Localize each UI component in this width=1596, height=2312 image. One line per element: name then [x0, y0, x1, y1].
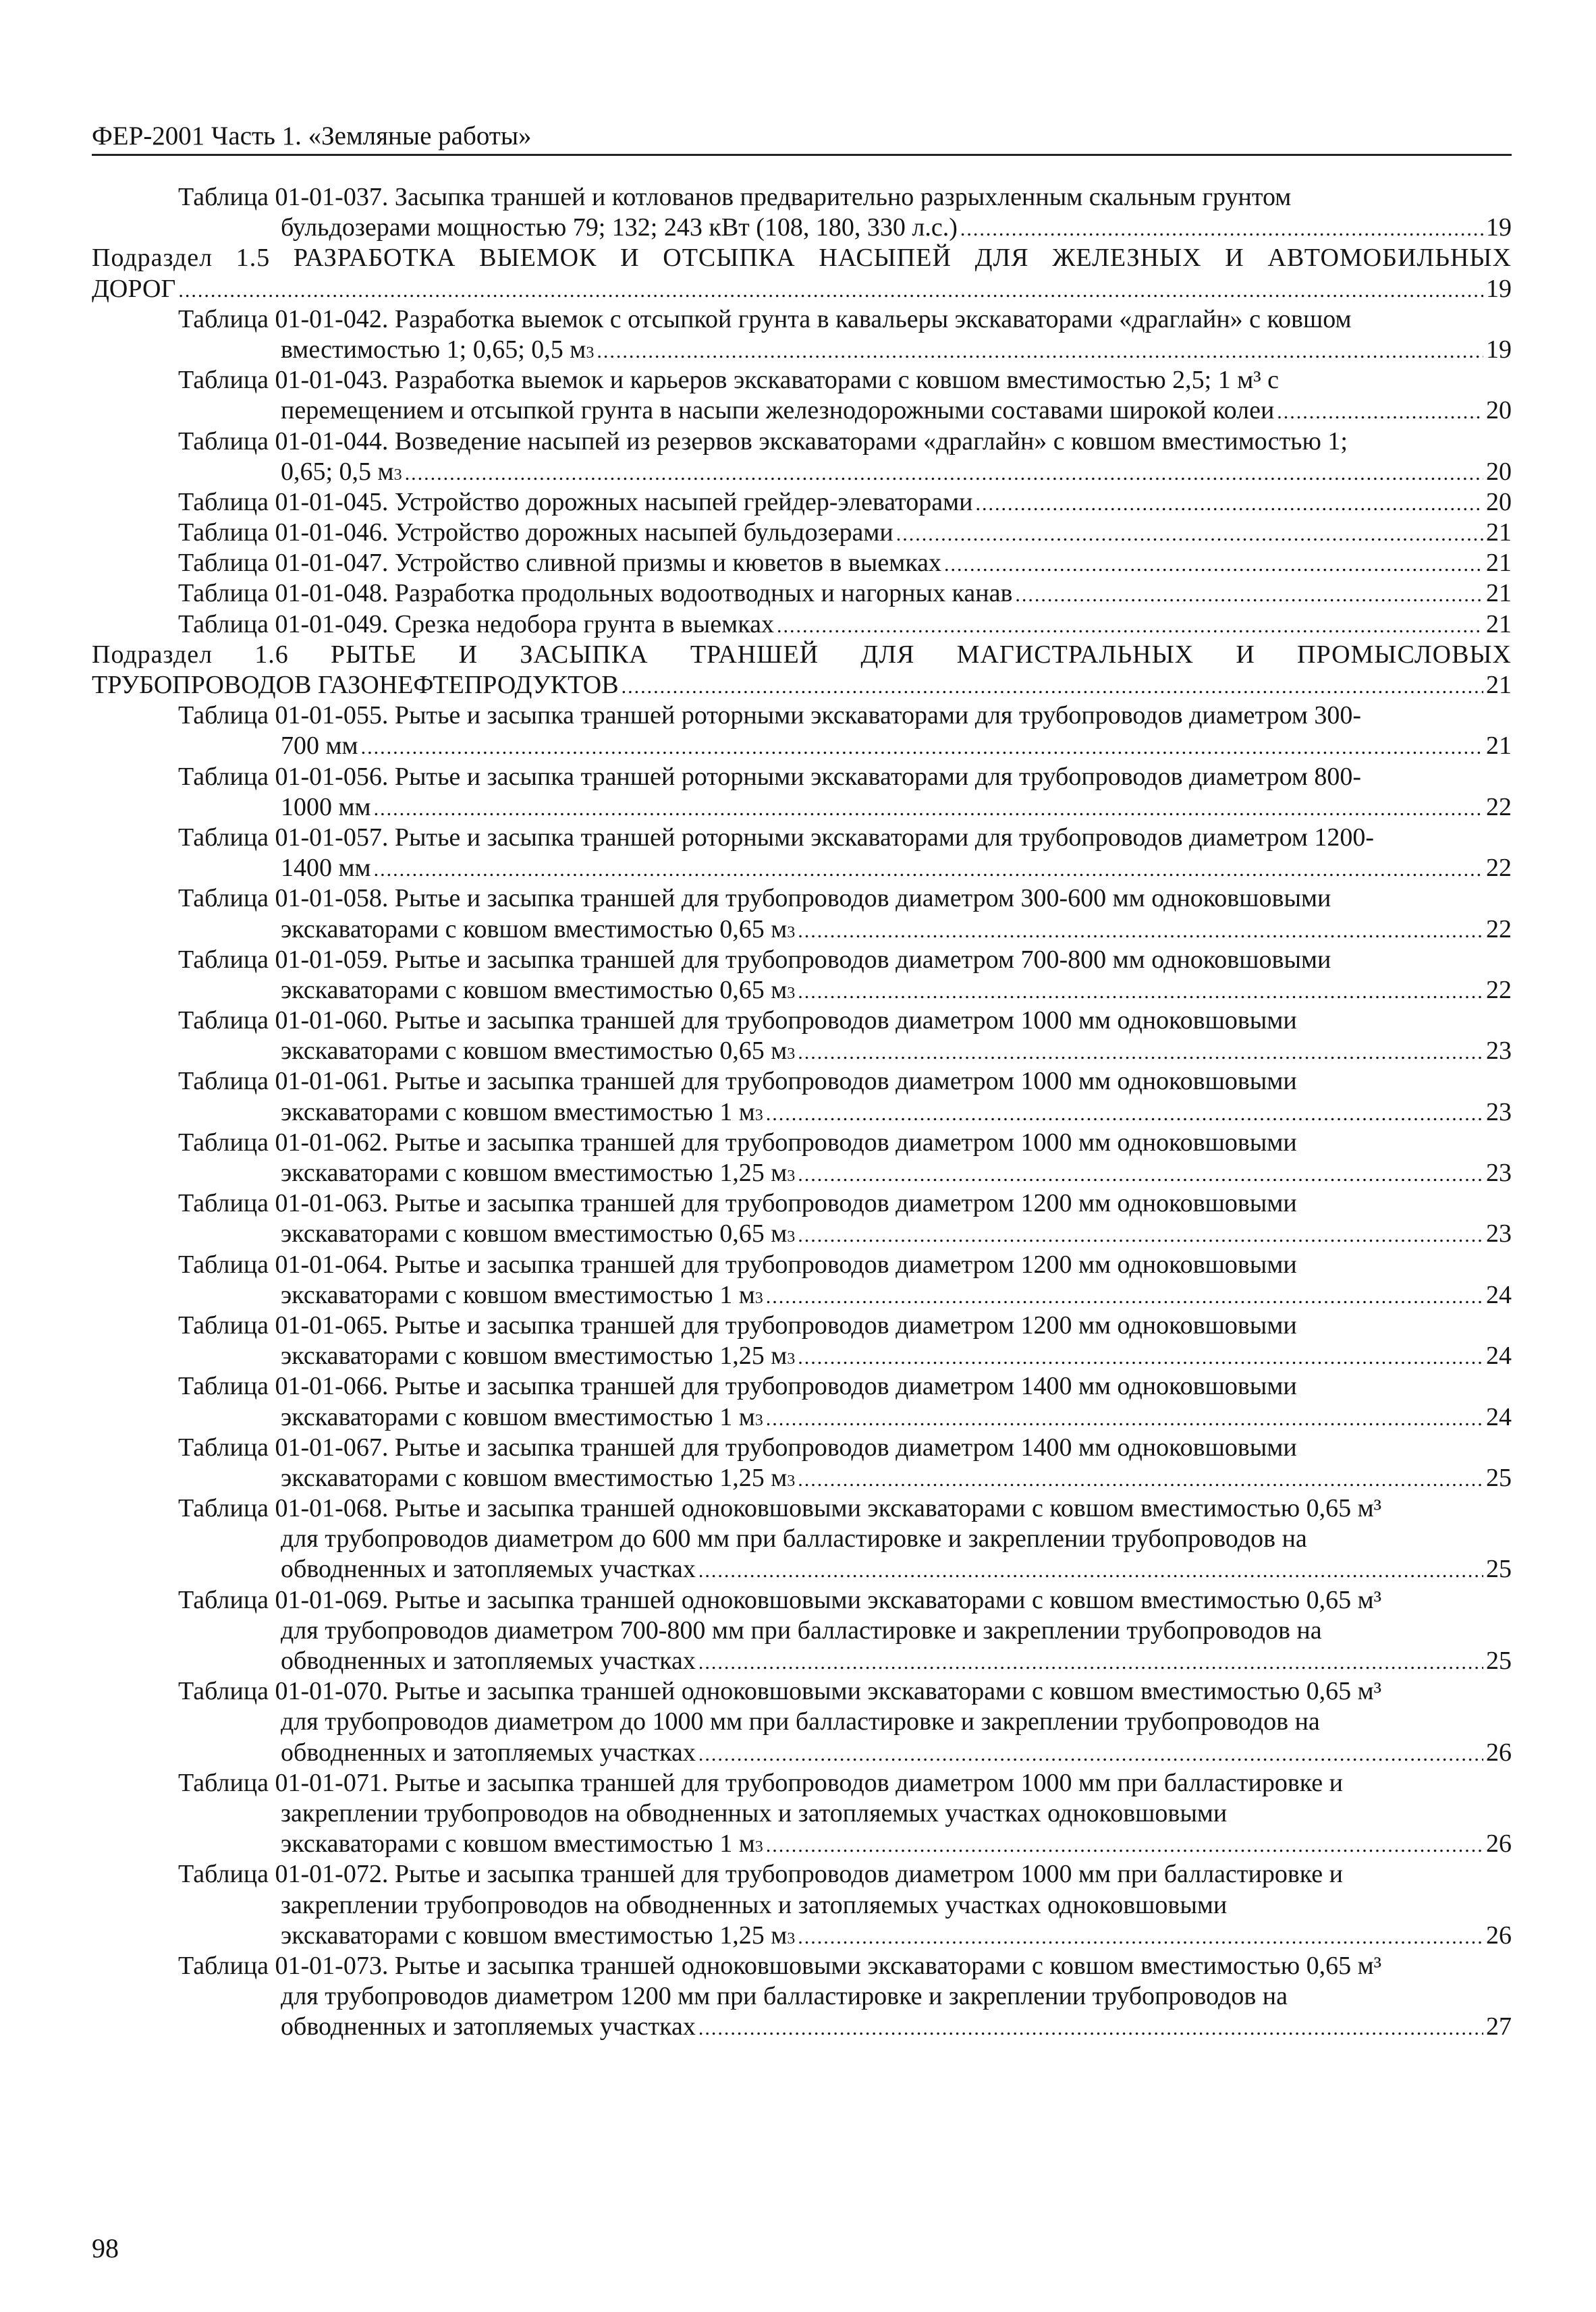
toc-table-entry — [92, 1066, 1512, 1127]
toc-entry-text: экскаваторами с ковшом вместимостью 1 м — [281, 1829, 755, 1859]
dot-leader — [766, 1099, 1483, 1129]
toc-entry-line: для трубопроводов диаметром до 1000 мм при балластировке и закреплении трубопроводов на — [281, 1707, 1320, 1736]
toc-page-ref: 24 — [1486, 1402, 1512, 1431]
toc-page-ref: 21 — [1486, 609, 1512, 638]
toc-entry-line: закреплении трубопроводов на обводненных и затопляемых участках одноковшовыми — [281, 1890, 1228, 1919]
toc-page-ref: 20 — [1486, 457, 1512, 486]
toc-section-entry — [92, 243, 1512, 304]
toc-page-ref: 21 — [1486, 671, 1512, 699]
toc-entry-line: Таблица 01-01-037. Засыпка траншей и котлованов предварительно разрыхленным скальным грунтом — [178, 183, 1292, 211]
toc-entry-text: бульдозерами мощностью 79; 132; 243 кВт (108, 180, 330 л.с.) — [281, 213, 958, 242]
running-header: ФЕР-2001 Часть 1. «Земляные работы» — [92, 120, 1512, 156]
toc-entry-last-line — [92, 2012, 1512, 2042]
toc-entry-text: обводненных и затопляемых участках — [281, 1738, 696, 1767]
toc-entry-text: Таблица 01-01-047. Устройство сливной призмы и кюветов в выемках — [178, 549, 942, 578]
toc-entry-last-line — [92, 1554, 1512, 1585]
toc-entry-last-line: экскаваторами с ковшом вместимостью 1 м 3 ..... 24 — [92, 1280, 1512, 1311]
toc-entry-line: Таблица 01-01-059. Рытье и засыпка траншей для трубопроводов диаметром 700-800 мм одноковшовыми — [178, 945, 1331, 974]
toc-table-entry — [92, 365, 1512, 426]
dot-leader — [798, 1342, 1483, 1373]
toc-entry-text: ДОРОГ — [92, 274, 176, 303]
toc-entry-last-line — [92, 1738, 1512, 1768]
toc-table-entry — [92, 1128, 1512, 1188]
toc-entry-text: 0,65; 0,5 м — [281, 457, 394, 486]
toc-entry-line: Таблица 01-01-043. Разработка выемок и карьеров экскаваторами с ковшом вместимостью 2,5; 1 м³ с — [178, 366, 1279, 395]
dot-leader — [1277, 397, 1483, 427]
toc-entry-text: Таблица 01-01-048. Разработка продольных водоотводных и нагорных канав — [178, 579, 1013, 608]
toc-entry-line: Подраздел 1.5 РАЗРАБОТКА ВЫЕМОК И ОТСЫПКА НАСЫПЕЙ ДЛЯ ЖЕЛЕЗНЫХ И АВТОМОБИЛЬНЫХ — [92, 244, 1512, 273]
toc-table-entry — [92, 1250, 1512, 1311]
toc-entry-text: экскаваторами с ковшом вместимостью 1,25 м — [281, 1342, 788, 1371]
dot-leader — [798, 976, 1483, 1007]
toc-page-ref: 25 — [1486, 1555, 1512, 1584]
dot-leader — [597, 336, 1483, 366]
toc-entry-line: Таблица 01-01-066. Рытье и засыпка траншей для трубопроводов диаметром 1400 мм одноковшовыми — [178, 1372, 1297, 1401]
toc-table-entry — [92, 1768, 1512, 1860]
toc-entry-last-line — [92, 213, 1512, 243]
page-number: 98 — [92, 2233, 119, 2263]
toc-entry-line: Таблица 01-01-064. Рытье и засыпка траншей для трубопроводов диаметром 1200 мм одноковшовыми — [178, 1250, 1297, 1279]
table-of-contents — [92, 182, 1512, 2042]
toc-page-ref: 20 — [1486, 487, 1512, 516]
toc-table-entry — [92, 426, 1512, 487]
toc-entry-text: обводненных и затопляемых участках — [281, 2012, 696, 2041]
toc-entry-last-line: экскаваторами с ковшом вместимостью 1 м 3 ..... 24 — [92, 1402, 1512, 1433]
dot-leader — [976, 489, 1483, 519]
toc-entry-line: Таблица 01-01-073. Рытье и засыпка траншей одноковшовыми экскаваторами с ковшом вместимостью 0,65 м³ — [178, 1951, 1382, 1980]
dot-leader — [798, 1922, 1483, 1952]
dot-leader — [798, 1464, 1483, 1495]
toc-page-ref: 26 — [1486, 1738, 1512, 1767]
toc-table-entry — [92, 1951, 1512, 2043]
toc-entry-last-line: 0,65; 0,5 м 3 ..... 20 — [92, 457, 1512, 487]
toc-entry-text: экскаваторами с ковшом вместимостью 1,25 м — [281, 1921, 788, 1950]
dot-leader — [960, 214, 1483, 244]
toc-page-ref: 21 — [1486, 732, 1512, 761]
toc-entry-line: Таблица 01-01-069. Рытье и засыпка траншей одноковшовыми экскаваторами с ковшом вместимостью 0,65 м³ — [178, 1585, 1382, 1614]
dot-leader — [361, 732, 1483, 763]
toc-entry-text: экскаваторами с ковшом вместимостью 0,65 м — [281, 914, 788, 943]
toc-entry-line: закреплении трубопроводов на обводненных и затопляемых участках одноковшовыми — [281, 1798, 1228, 1827]
toc-page-ref: 21 — [1486, 549, 1512, 578]
dot-leader — [798, 916, 1483, 946]
toc-entry-line: Таблица 01-01-070. Рытье и засыпка траншей одноковшовыми экскаваторами с ковшом вместимостью 0,65 м³ — [178, 1677, 1382, 1706]
toc-entry-line: для трубопроводов диаметром до 600 мм при балластировке и закреплении трубопроводов на — [281, 1524, 1307, 1553]
dot-leader — [698, 1556, 1483, 1586]
toc-page-ref: 24 — [1486, 1342, 1512, 1371]
toc-page-ref: 21 — [1486, 579, 1512, 608]
dot-leader — [798, 1159, 1483, 1190]
toc-entry-text: экскаваторами с ковшом вместимостью 1 м — [281, 1402, 755, 1431]
toc-page-ref: 19 — [1486, 274, 1512, 303]
toc-entry-text: 1400 мм — [281, 854, 371, 883]
toc-page-ref: 27 — [1486, 2012, 1512, 2041]
toc-entry-last-line — [92, 487, 1512, 518]
toc-entry-line: Таблица 01-01-061. Рытье и засыпка траншей для трубопроводов диаметром 1000 мм одноковшовыми — [178, 1067, 1297, 1096]
dot-leader — [944, 549, 1483, 580]
toc-entry-last-line — [92, 670, 1512, 700]
dot-leader — [766, 1404, 1483, 1434]
toc-entry-text: экскаваторами с ковшом вместимостью 1 м — [281, 1097, 755, 1126]
toc-entry-text: экскаваторами с ковшом вместимостью 1,25 м — [281, 1159, 788, 1187]
toc-entry-last-line: экскаваторами с ковшом вместимостью 1 м 3 ..... 26 — [92, 1829, 1512, 1859]
toc-page-ref: 24 — [1486, 1280, 1512, 1309]
toc-table-entry — [92, 487, 1512, 518]
toc-table-entry — [92, 823, 1512, 883]
toc-entry-text: экскаваторами с ковшом вместимостью 0,65 м — [281, 1037, 788, 1066]
dot-leader — [405, 458, 1483, 489]
toc-entry-line: для трубопроводов диаметром 1200 мм при балластировке и закреплении трубопроводов на — [281, 1982, 1288, 2011]
toc-entry-last-line — [92, 853, 1512, 883]
toc-table-entry — [92, 1433, 1512, 1493]
toc-table-entry — [92, 1006, 1512, 1066]
toc-entry-text: экскаваторами с ковшом вместимостью 1 м — [281, 1280, 755, 1309]
dot-leader — [374, 854, 1483, 885]
toc-table-entry — [92, 1311, 1512, 1371]
toc-entry-last-line — [92, 609, 1512, 640]
toc-table-entry — [92, 883, 1512, 944]
toc-entry-last-line — [92, 578, 1512, 609]
toc-entry-line: Таблица 01-01-068. Рытье и засыпка траншей одноковшовыми экскаваторами с ковшом вместимостью 0,65 м³ — [178, 1494, 1382, 1523]
dot-leader — [766, 1282, 1483, 1312]
toc-entry-line: для трубопроводов диаметром 700-800 мм при балластировке и закреплении трубопроводов на — [281, 1616, 1322, 1645]
toc-table-entry — [92, 518, 1512, 548]
toc-entry-last-line — [92, 518, 1512, 548]
toc-table-entry — [92, 1371, 1512, 1432]
toc-entry-last-line: экскаваторами с ковшом вместимостью 0,65 м 3 ..... 22 — [92, 975, 1512, 1006]
toc-entry-line: Таблица 01-01-056. Рытье и засыпка траншей роторными экскаваторами для трубопроводов диаметром 800- — [178, 762, 1362, 791]
toc-page-ref: 23 — [1486, 1037, 1512, 1066]
toc-entry-line: Подраздел 1.6 РЫТЬЕ И ЗАСЫПКА ТРАНШЕЙ ДЛЯ МАГИСТРАЛЬНЫХ И ПРОМЫСЛОВЫХ — [92, 640, 1512, 669]
toc-entry-last-line — [92, 548, 1512, 578]
toc-page-ref: 22 — [1486, 914, 1512, 943]
toc-entry-line: Таблица 01-01-042. Разработка выемок с отсыпкой грунта в кавальеры экскаваторами «драглайн» с ковшом — [178, 304, 1352, 333]
toc-table-entry — [92, 1585, 1512, 1677]
toc-page-ref: 26 — [1486, 1921, 1512, 1950]
toc-entry-line: Таблица 01-01-067. Рытье и засыпка траншей для трубопроводов диаметром 1400 мм одноковшовыми — [178, 1433, 1297, 1462]
toc-page-ref: 23 — [1486, 1219, 1512, 1248]
dot-leader — [798, 1220, 1483, 1250]
toc-entry-text: экскаваторами с ковшом вместимостью 0,65 м — [281, 975, 788, 1004]
toc-entry-last-line: экскаваторами с ковшом вместимостью 0,65 м 3 ..... 22 — [92, 914, 1512, 945]
toc-entry-text: Таблица 01-01-049. Срезка недобора грунта в выемках — [178, 609, 774, 638]
toc-page-ref: 22 — [1486, 975, 1512, 1004]
toc-entry-last-line: экскаваторами с ковшом вместимостью 1,25 м 3 ..... 25 — [92, 1463, 1512, 1493]
toc-page-ref: 22 — [1486, 792, 1512, 821]
toc-table-entry — [92, 700, 1512, 761]
toc-entry-last-line — [92, 731, 1512, 761]
toc-entry-line: Таблица 01-01-071. Рытье и засыпка траншей для трубопроводов диаметром 1000 мм при балластировке и — [178, 1768, 1344, 1797]
toc-page-ref: 25 — [1486, 1463, 1512, 1492]
toc-page-ref: 26 — [1486, 1829, 1512, 1859]
toc-entry-text: экскаваторами с ковшом вместимостью 0,65 м — [281, 1219, 788, 1248]
toc-entry-last-line: экскаваторами с ковшом вместимостью 1,25 м 3 ..... 23 — [92, 1158, 1512, 1188]
toc-entry-text: Таблица 01-01-046. Устройство дорожных насыпей бульдозерами — [178, 518, 893, 547]
toc-page-ref: 19 — [1486, 213, 1512, 242]
dot-leader — [766, 1830, 1483, 1861]
toc-entry-line: Таблица 01-01-057. Рытье и засыпка траншей роторными экскаваторами для трубопроводов диаметром 1200- — [178, 823, 1375, 852]
toc-table-entry — [92, 762, 1512, 823]
dot-leader — [896, 519, 1483, 549]
toc-entry-text: обводненных и затопляемых участках — [281, 1555, 696, 1584]
toc-entry-text: Таблица 01-01-045. Устройство дорожных насыпей грейдер-элеваторами — [178, 487, 973, 516]
toc-entry-last-line: экскаваторами с ковшом вместимостью 1,25 м 3 ..... 24 — [92, 1341, 1512, 1371]
toc-page-ref: 25 — [1486, 1647, 1512, 1675]
dot-leader — [698, 2013, 1483, 2043]
toc-entry-last-line — [92, 1646, 1512, 1676]
dot-leader — [1015, 580, 1483, 610]
toc-entry-text: ТРУБОПРОВОДОВ ГАЗОНЕФТЕПРОДУКТОВ — [92, 671, 619, 699]
toc-table-entry — [92, 1859, 1512, 1951]
toc-entry-line: Таблица 01-01-072. Рытье и засыпка траншей для трубопроводов диаметром 1000 мм при балластировке и — [178, 1860, 1344, 1889]
toc-entry-text: экскаваторами с ковшом вместимостью 1,25 м — [281, 1463, 788, 1492]
dot-leader — [777, 611, 1483, 641]
toc-table-entry — [92, 1493, 1512, 1585]
dot-leader — [178, 275, 1483, 306]
toc-table-entry — [92, 182, 1512, 243]
toc-section-entry — [92, 640, 1512, 700]
toc-page-ref: 22 — [1486, 854, 1512, 883]
toc-table-entry — [92, 578, 1512, 609]
toc-page-ref: 23 — [1486, 1097, 1512, 1126]
toc-entry-line: Таблица 01-01-044. Возведение насыпей из резервов экскаваторами «драглайн» с ковшом вместимостью 1; — [178, 426, 1348, 456]
toc-table-entry — [92, 945, 1512, 1006]
toc-entry-last-line: экскаваторами с ковшом вместимостью 1,25 м 3 ..... 26 — [92, 1921, 1512, 1951]
toc-entry-last-line — [92, 274, 1512, 304]
dot-leader — [698, 1739, 1483, 1769]
toc-entry-line: Таблица 01-01-065. Рытье и засыпка траншей для трубопроводов диаметром 1200 мм одноковшовыми — [178, 1311, 1297, 1340]
dot-leader — [374, 794, 1483, 824]
toc-entry-text: 700 мм — [281, 732, 358, 761]
toc-page-ref: 21 — [1486, 518, 1512, 547]
toc-entry-text: обводненных и затопляемых участках — [281, 1647, 696, 1675]
dot-leader — [698, 1647, 1483, 1678]
toc-entry-text: вместимостью 1; 0,65; 0,5 м — [281, 335, 586, 364]
toc-entry-last-line: экскаваторами с ковшом вместимостью 0,65 м 3 ..... 23 — [92, 1219, 1512, 1249]
toc-table-entry — [92, 304, 1512, 365]
toc-entry-last-line: вместимостью 1; 0,65; 0,5 м 3 ..... 19 — [92, 335, 1512, 365]
toc-table-entry — [92, 548, 1512, 578]
toc-entry-last-line: экскаваторами с ковшом вместимостью 0,65 м 3 ..... 23 — [92, 1036, 1512, 1066]
dot-leader — [798, 1037, 1483, 1068]
toc-entry-text: 1000 мм — [281, 792, 371, 821]
toc-table-entry — [92, 609, 1512, 640]
toc-entry-last-line: экскаваторами с ковшом вместимостью 1 м 3 ..... 23 — [92, 1097, 1512, 1128]
toc-entry-line: Таблица 01-01-063. Рытье и засыпка траншей для трубопроводов диаметром 1200 мм одноковшовыми — [178, 1189, 1297, 1218]
toc-entry-line: Таблица 01-01-058. Рытье и засыпка траншей для трубопроводов диаметром 300-600 мм одноковшовыми — [178, 884, 1331, 913]
document-page — [92, 0, 1512, 2312]
toc-page-ref: 23 — [1486, 1159, 1512, 1187]
toc-entry-last-line — [92, 792, 1512, 823]
toc-entry-text: перемещением и отсыпкой грунта в насыпи железнодорожными составами широкой колеи — [281, 396, 1275, 425]
toc-table-entry — [92, 1676, 1512, 1768]
toc-page-ref: 19 — [1486, 335, 1512, 364]
toc-entry-line: Таблица 01-01-055. Рытье и засыпка траншей роторными экскаваторами для трубопроводов диаметром 300- — [178, 701, 1362, 730]
toc-entry-last-line — [92, 395, 1512, 426]
toc-page-ref: 20 — [1486, 396, 1512, 425]
toc-table-entry — [92, 1188, 1512, 1249]
toc-entry-line: Таблица 01-01-060. Рытье и засыпка траншей для трубопроводов диаметром 1000 мм одноковшовыми — [178, 1006, 1297, 1035]
dot-leader — [622, 671, 1483, 702]
toc-entry-line: Таблица 01-01-062. Рытье и засыпка траншей для трубопроводов диаметром 1000 мм одноковшовыми — [178, 1128, 1297, 1157]
